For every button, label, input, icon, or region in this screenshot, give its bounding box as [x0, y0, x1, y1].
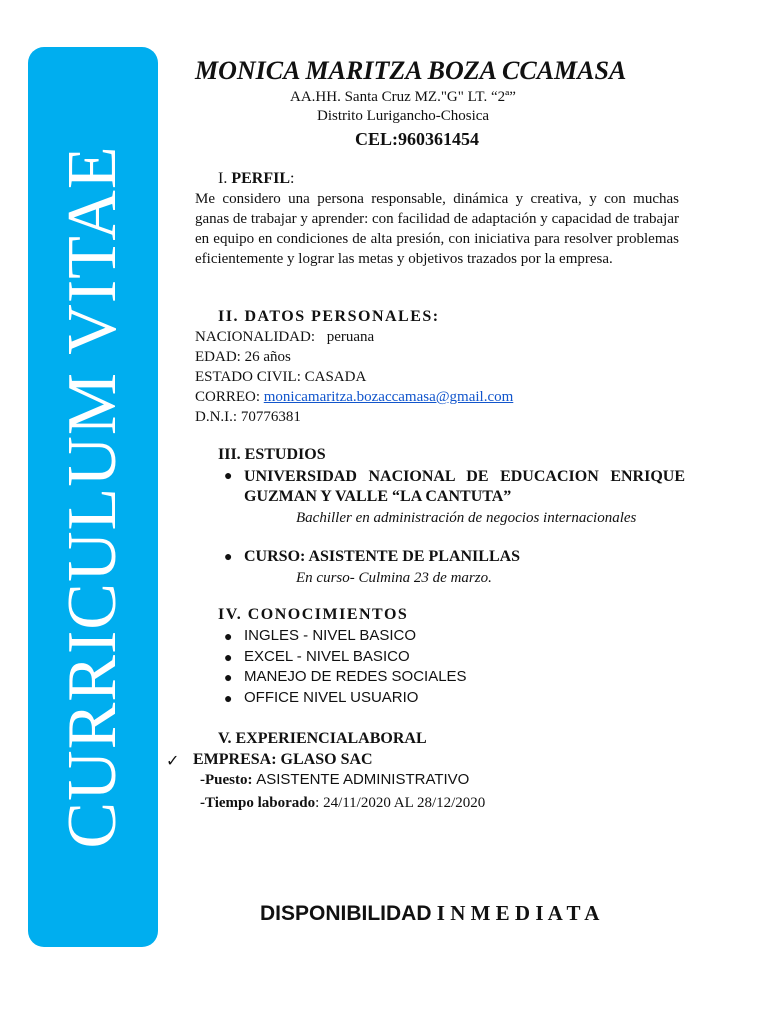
correo-label: CORREO:: [195, 389, 261, 405]
bullet-icon: ●: [224, 692, 233, 707]
bullet-icon: ●: [224, 671, 233, 686]
perfil-title: PERFIL: [231, 170, 290, 187]
datos-estado-civil: ESTADO CIVIL: CASADA: [195, 369, 367, 385]
section-estudios-heading: III. ESTUDIOS: [218, 446, 326, 463]
conocimiento-item: MANEJO DE REDES SOCIALES: [244, 668, 467, 685]
bullet-icon: ●: [224, 469, 233, 484]
perfil-number: I.: [218, 170, 228, 187]
candidate-name: MONICA MARITZA BOZA CCAMASA: [195, 56, 627, 85]
datos-nacionalidad: [195, 327, 675, 347]
address-line-2: Distrito Lurigancho-Chosica: [317, 108, 490, 124]
estudio-item-1-detail: Bachiller en administración de negocios internacionales: [296, 510, 637, 526]
tiempo-value: : 24/11/2020 AL 28/12/2020: [315, 795, 486, 811]
email-link[interactable]: monicamaritza.bozaccamasa@gmail.com: [263, 389, 514, 405]
experiencia-tiempo: [200, 795, 485, 812]
conocimiento-item: OFFICE NIVEL USUARIO: [244, 689, 419, 706]
estudio-item-2-name: CURSO: ASISTENTE DE PLANILLAS: [244, 548, 521, 565]
section-perfil-heading: [218, 170, 294, 188]
section-experiencia-heading: V. EXPERIENCIALABORAL: [218, 730, 427, 747]
availability-part-2: I N M E D I A T A: [436, 901, 600, 925]
availability-part-1: DISPONIBILIDAD: [260, 902, 432, 925]
datos-list: [195, 327, 675, 427]
nacionalidad-label: NACIONALIDAD:: [195, 329, 315, 345]
address-line-1: AA.HH. Santa Cruz MZ."G" LT. “2ª”: [290, 89, 516, 105]
datos-correo: [195, 387, 675, 407]
sidebar-banner: [28, 47, 158, 947]
bullet-icon: ●: [224, 651, 233, 666]
nacionalidad-value: peruana: [326, 329, 375, 345]
datos-edad: EDAD: 26 años: [195, 349, 291, 365]
puesto-value: ASISTENTE ADMINISTRATIVO: [256, 771, 470, 788]
phone-number: CEL:960361454: [355, 129, 480, 149]
availability-banner: [260, 901, 599, 926]
puesto-label: -Puesto:: [200, 772, 253, 788]
experiencia-empresa: EMPRESA: GLASO SAC: [193, 751, 373, 768]
conocimiento-item: EXCEL - NIVEL BASICO: [244, 648, 410, 665]
estudio-item-1-name: UNIVERSIDAD NACIONAL DE EDUCACION ENRIQUE GUZMAN Y VALLE “LA CANTUTA”: [244, 468, 685, 505]
estudio-item-2-detail: En curso- Culmina 23 de marzo.: [296, 570, 492, 586]
experiencia-puesto: [200, 771, 469, 789]
bullet-icon: ●: [224, 550, 233, 565]
perfil-colon: :: [290, 170, 295, 187]
tiempo-label: -Tiempo laborado: [200, 795, 316, 811]
sidebar-title: CURRICULUM VITAE: [54, 145, 131, 849]
perfil-text: Me considero una persona responsable, dinámica y creativa, y con muchas ganas de trabajar y aprender: con facilidad de adaptación y capacidad de trabajar en equipo en condiciones de alta presión, con iniciativa para resolver problemas eficientemente y lograr las metas y objetivos trazados por la empresa.: [195, 191, 679, 267]
section-datos-heading: II. DATOS PERSONALES:: [218, 308, 440, 325]
section-conocimientos-heading: IV. CONOCIMIENTOS: [218, 606, 409, 623]
checkmark-icon: ✓: [166, 753, 180, 770]
datos-dni: D.N.I.: 70776381: [195, 409, 301, 425]
conocimiento-item: INGLES - NIVEL BASICO: [244, 627, 416, 644]
bullet-icon: ●: [224, 630, 233, 645]
